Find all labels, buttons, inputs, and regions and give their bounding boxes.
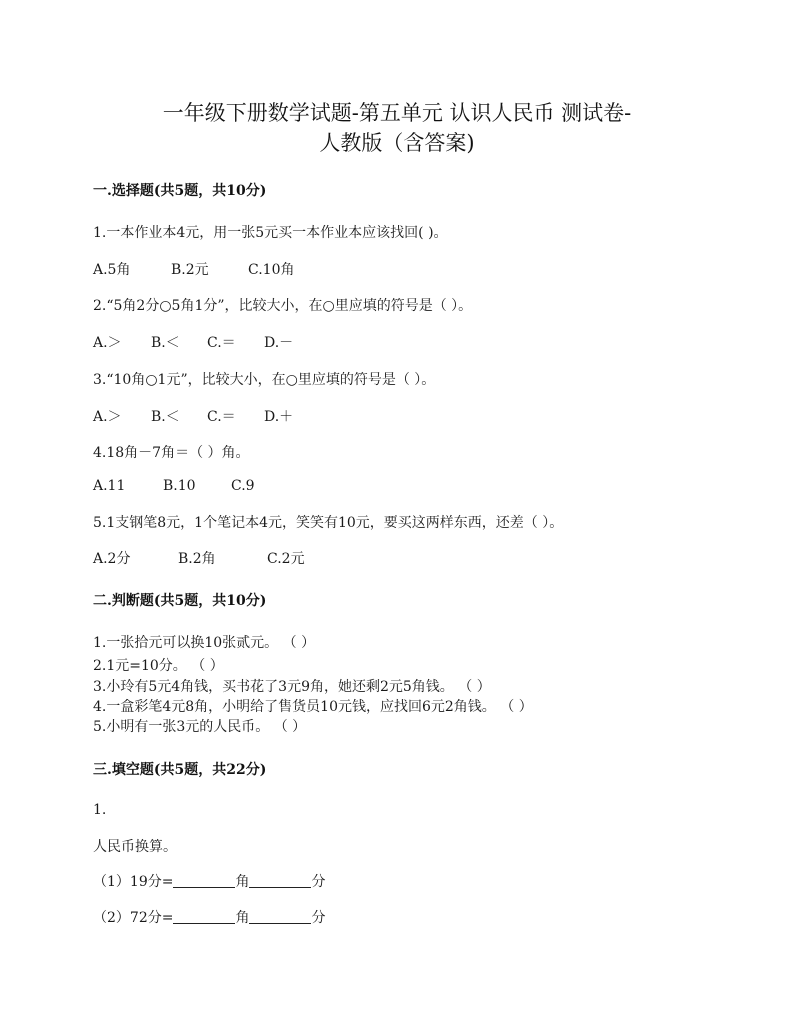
judge-item: 4.一盒彩笔4元8角，小明给了售货员10元钱，应找回6元2角钱。 （ ） — [93, 699, 533, 715]
question-options — [93, 332, 293, 352]
fill-unit: 角 — [235, 874, 250, 890]
judge-item: 3.小玲有5元4角钱，买书花了3元9角，她还剩2元5角钱。 （ ） — [93, 679, 491, 695]
answer-blank[interactable] — [249, 873, 311, 888]
option: A.＞ — [93, 335, 122, 351]
question-text: 5.1支钢笔8元，1个笔记本4元，笑笑有10元，要买这两样东西，还差（ ）。 — [93, 515, 564, 531]
option: C.2元 — [267, 551, 305, 567]
fill-prefix: （2）72分= — [93, 910, 174, 926]
title-line-2: 人教版（含答案) — [319, 131, 475, 155]
option: B.2元 — [171, 262, 209, 278]
section-heading-fill: 三.填空题(共5题，共22分) — [93, 762, 267, 778]
question-prompt: 人民币换算。 — [93, 839, 177, 855]
section-heading-judge: 二.判断题(共5题，共10分) — [93, 593, 267, 609]
question-options — [93, 548, 305, 568]
question-options — [93, 478, 255, 494]
option: B.＜ — [151, 335, 180, 351]
fill-item — [93, 907, 325, 927]
option: B.10 — [163, 478, 196, 494]
question-options — [93, 406, 293, 426]
option: A.2分 — [93, 551, 131, 567]
option: D.－ — [264, 335, 294, 351]
judge-item: 2.1元=10分。 （ ） — [93, 658, 224, 674]
judge-item: 5.小明有一张3元的人民币。 （ ） — [93, 719, 307, 735]
option: D.＋ — [264, 409, 294, 425]
option: B.2角 — [178, 551, 216, 567]
option: A.11 — [93, 478, 126, 494]
option: C.9 — [231, 478, 255, 494]
question-text: 1.一本作业本4元，用一张5元买一本作业本应该找回( )。 — [93, 225, 448, 241]
option: A.＞ — [93, 409, 122, 425]
question-text: 4.18角－7角＝（ ）角。 — [93, 445, 250, 461]
fill-unit: 角 — [235, 910, 250, 926]
option: A.5角 — [93, 262, 131, 278]
fill-item — [93, 871, 325, 891]
option: C.＝ — [207, 335, 236, 351]
fill-unit: 分 — [311, 910, 326, 926]
fill-unit: 分 — [311, 874, 326, 890]
answer-blank[interactable] — [173, 909, 235, 924]
answer-blank[interactable] — [173, 873, 235, 888]
answer-blank[interactable] — [249, 909, 311, 924]
option: C.＝ — [207, 409, 236, 425]
question-options — [93, 259, 294, 279]
question-text: 3.“10角○1元”，比较大小，在○里应填的符号是（ ）。 — [93, 372, 436, 388]
question-text: 2.“5角2分○5角1分”，比较大小，在○里应填的符号是（ ）。 — [93, 298, 473, 314]
section-heading-choice: 一.选择题(共5题，共10分) — [93, 183, 267, 199]
question-number: 1. — [93, 802, 107, 818]
title-line-1: 一年级下册数学试题-第五单元 认识人民币 测试卷- — [162, 101, 632, 125]
judge-item: 1.一张拾元可以换10张贰元。 （ ） — [93, 635, 316, 651]
option: C.10角 — [248, 262, 295, 278]
option: B.＜ — [151, 409, 180, 425]
fill-prefix: （1）19分= — [93, 874, 174, 890]
